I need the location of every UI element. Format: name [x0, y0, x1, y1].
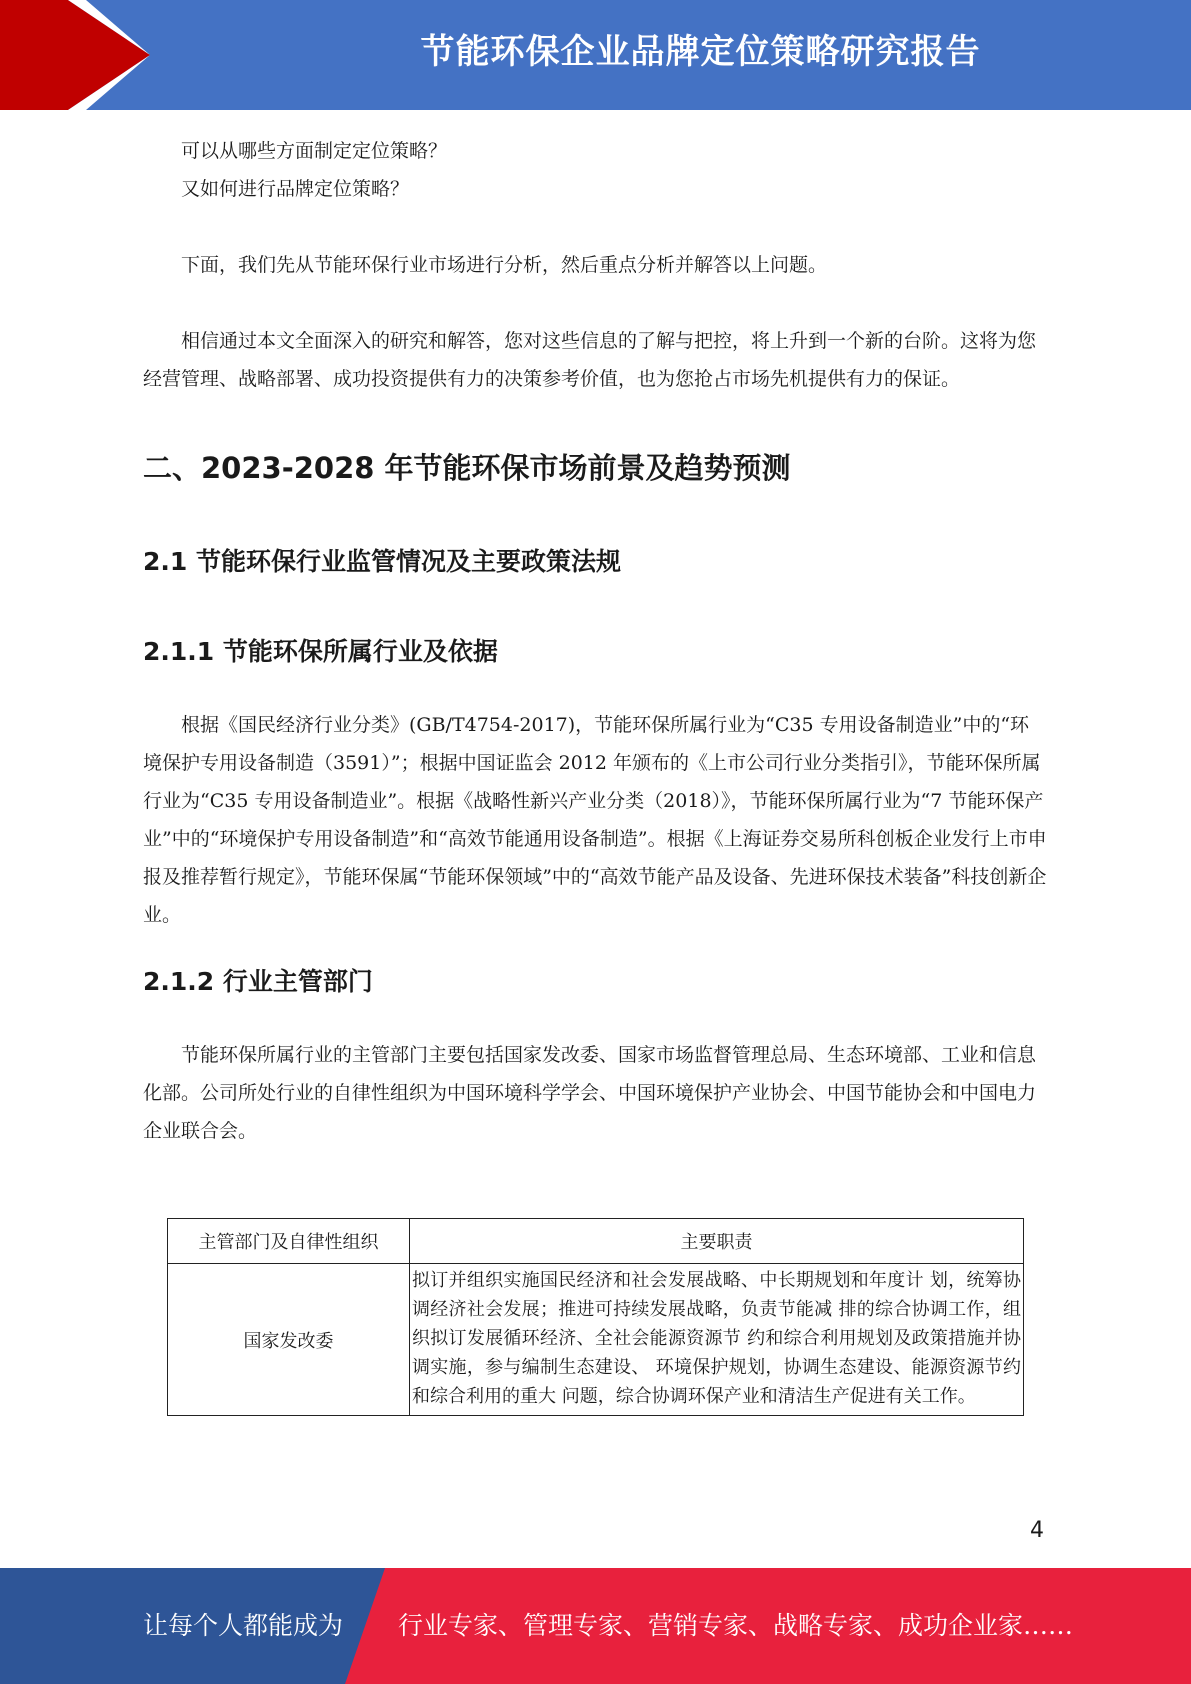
spacer: [143, 1000, 1047, 1036]
section-2-1-2-body: 节能环保所属行业的主管部门主要包括国家发改委、国家市场监督管理总局、生态环境部、工业和信息化部。公司所处行业的自律性组织为中国环境科学学会、中国环境保护产业协会、中国节能协会和中国电力企业联合会。: [143, 1044, 1037, 1142]
spacer: [143, 670, 1047, 706]
footer-slogan-right: 行业专家、管理专家、营销专家、战略专家、成功企业家……: [398, 1611, 1074, 1640]
section-2-1-heading: 2.1 节能环保行业监管情况及主要政策法规: [143, 547, 621, 576]
spacer: [143, 284, 1047, 322]
footer-banner: [0, 1568, 1191, 1684]
intro-question-1: 可以从哪些方面制定定位策略？: [181, 140, 448, 162]
spacer: [143, 488, 1047, 544]
section-2-1-2-heading: 2.1.2 行业主管部门: [143, 967, 373, 996]
table-header-org: 主管部门及自律性组织: [168, 1219, 410, 1264]
footer-slogan-left: 让每个人都能成为: [143, 1611, 344, 1640]
table-cell-org: 国家发改委: [168, 1264, 410, 1416]
spacer: [143, 208, 1047, 246]
table-header-duty: 主要职责: [410, 1219, 1024, 1264]
table-header-row: [168, 1219, 1024, 1264]
page-number: 4: [1030, 1518, 1044, 1543]
duties-table-wrapper: [167, 1218, 1024, 1426]
section-2-1-1-heading: 2.1.1 节能环保所属行业及依据: [143, 637, 498, 666]
intro-question-2: 又如何进行品牌定位策略？: [181, 178, 410, 200]
section-2-heading: 二、2023-2028 年节能环保市场前景及趋势预测: [143, 451, 791, 485]
spacer: [143, 398, 1047, 448]
table-cell-duty: 拟订并组织实施国民经济和社会发展战略、中长期规划和年度计 划，统筹协调经济社会发展；推进可持续发展战略，负责节能减 排的综合协调工作，组织拟订发展循环经济、全社会能源资源节 约和综合利用规划及政策措施并协调实施，参与编制生态建设、 环境保护规划，协调生态建设、能源资源节约和综合利用的重大 问题，综合协调环保产业和清洁生产促进有关工作。: [410, 1264, 1024, 1416]
spacer: [143, 580, 1047, 634]
intro-paragraph-2: 相信通过本文全面深入的研究和解答，您对这些信息的了解与把控，将上升到一个新的台阶。这将为您经营管理、战略部署、成功投资提供有力的决策参考价值，也为您抢占市场先机提供有力的保证。: [143, 330, 1037, 390]
table-row: [168, 1264, 1024, 1416]
main-content: [143, 132, 1047, 1150]
header-banner: [0, 0, 1191, 110]
intro-paragraph-1: 下面，我们先从节能环保行业市场进行分析，然后重点分析并解答以上问题。: [181, 254, 828, 276]
spacer: [143, 934, 1047, 964]
report-title: 节能环保企业品牌定位策略研究报告: [420, 32, 981, 72]
duties-table: [167, 1218, 1024, 1416]
section-2-1-1-body: 根据《国民经济行业分类》(GB/T4754-2017)，节能环保所属行业为“C35 专用设备制造业”中的“环境保护专用设备制造（3591）”；根据中国证监会 2012 年颁布的《上市公司行业分类指引》，节能环保所属行业为“C35 专用设备制造业”。根据《战略性新兴产业分类（2018）》，节能环保所属行业为“7 节能环保产业”中的“环境保护专用设备制造”和“高效节能通用设备制造”。根据《上海证券交易所科创板企业发行上市申报及推荐暂行规定》，节能环保属“节能环保领域”中的“高效节能产品及设备、先进环保技术装备”科技创新企业。: [143, 714, 1047, 926]
